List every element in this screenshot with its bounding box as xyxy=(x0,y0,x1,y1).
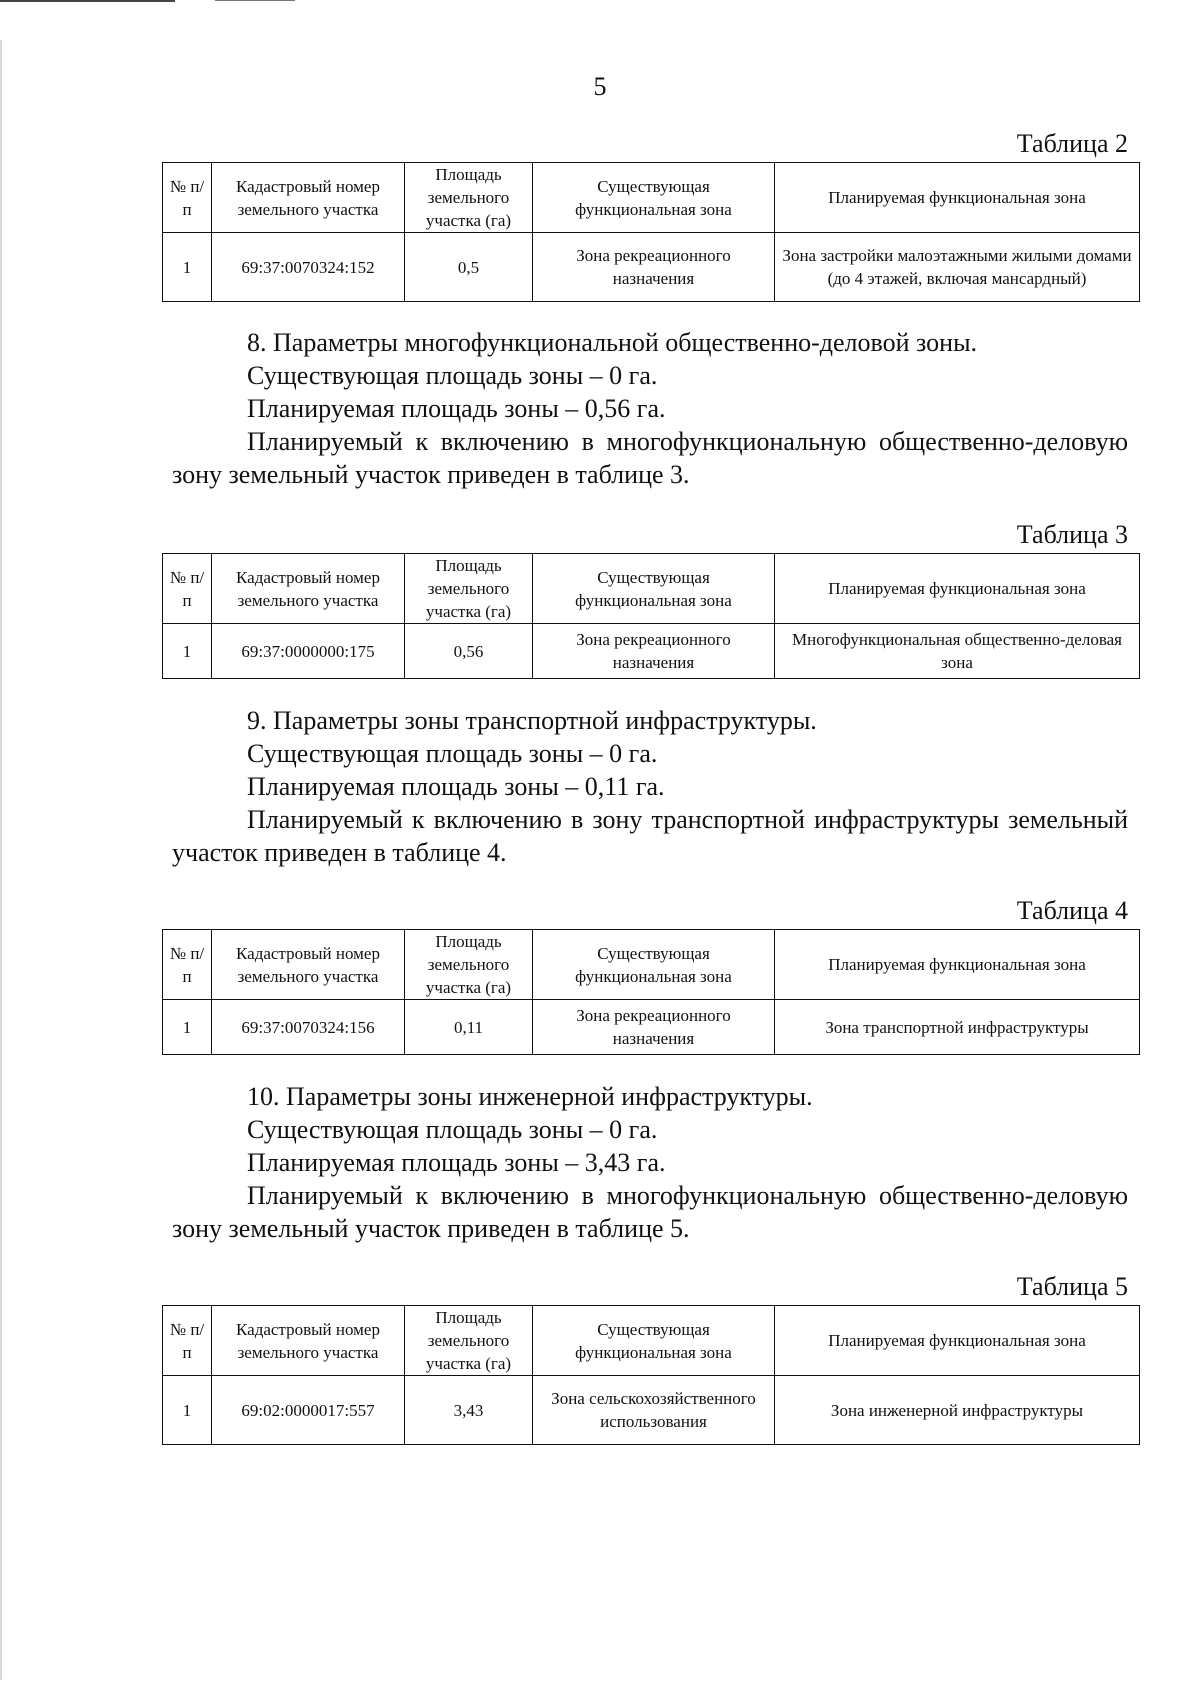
section-10-planned: Планируемая площадь зоны – 3,43 га. xyxy=(247,1148,666,1177)
table-5-caption: Таблица 5 xyxy=(1016,1272,1128,1301)
cell-area: 3,43 xyxy=(405,1376,533,1445)
header-planned-zone: Планируемая функциональная зона xyxy=(775,163,1140,233)
header-num: № п/п xyxy=(163,930,212,1000)
table-header-row xyxy=(163,554,1140,624)
table-4-caption: Таблица 4 xyxy=(1016,896,1128,925)
header-existing-zone: Существующая функциональная зона xyxy=(533,163,775,233)
header-area: Площадь земельного участка (га) xyxy=(405,554,533,624)
cell-planned-zone: Зона инженерной инфраструктуры xyxy=(775,1376,1140,1445)
table-row xyxy=(163,624,1140,679)
cell-area: 0,11 xyxy=(405,1000,533,1055)
cell-existing-zone: Зона рекреационного назначения xyxy=(533,624,775,679)
table-header-row xyxy=(163,930,1140,1000)
header-num: № п/п xyxy=(163,554,212,624)
header-cadastral: Кадастровый номер земельного участка xyxy=(212,1306,405,1376)
cell-area: 0,5 xyxy=(405,233,533,302)
header-planned-zone: Планируемая функциональная зона xyxy=(775,930,1140,1000)
section-9-title: 9. Параметры зоны транспортной инфраструктуры. xyxy=(247,706,817,735)
section-8-text: Планируемый к включению в многофункциональную общественно-деловую зону земельный участок приведен в таблице 3. xyxy=(172,427,1128,489)
cell-num: 1 xyxy=(163,1376,212,1445)
header-area: Площадь земельного участка (га) xyxy=(405,930,533,1000)
cell-cadastral: 69:37:0070324:156 xyxy=(212,1000,405,1055)
section-10-title: 10. Параметры зоны инженерной инфраструктуры. xyxy=(247,1082,813,1111)
cell-existing-zone: Зона сельскохозяйственного использования xyxy=(533,1376,775,1445)
header-existing-zone: Существующая функциональная зона xyxy=(533,554,775,624)
header-existing-zone: Существующая функциональная зона xyxy=(533,1306,775,1376)
cell-cadastral: 69:02:0000017:557 xyxy=(212,1376,405,1445)
header-planned-zone: Планируемая функциональная зона xyxy=(775,1306,1140,1376)
scan-artifact-top-2 xyxy=(215,0,295,1)
header-planned-zone: Планируемая функциональная зона xyxy=(775,554,1140,624)
section-8 xyxy=(172,326,1128,491)
cell-planned-zone: Зона застройки малоэтажными жилыми домами (до 4 этажей, включая мансардный) xyxy=(775,233,1140,302)
cell-cadastral: 69:37:0070324:152 xyxy=(212,233,405,302)
table-4 xyxy=(162,929,1140,1055)
header-area: Площадь земельного участка (га) xyxy=(405,163,533,233)
cell-cadastral: 69:37:0000000:175 xyxy=(212,624,405,679)
table-row xyxy=(163,1376,1140,1445)
scan-artifact-top xyxy=(0,0,175,2)
header-existing-zone: Существующая функциональная зона xyxy=(533,930,775,1000)
header-cadastral: Кадастровый номер земельного участка xyxy=(212,554,405,624)
cell-existing-zone: Зона рекреационного назначения xyxy=(533,233,775,302)
page-number: 5 xyxy=(593,72,607,101)
section-8-planned: Планируемая площадь зоны – 0,56 га. xyxy=(247,394,666,423)
table-2-caption: Таблица 2 xyxy=(1016,129,1128,158)
table-row xyxy=(163,233,1140,302)
table-2 xyxy=(162,162,1140,302)
section-8-title: 8. Параметры многофункциональной общественно-деловой зоны. xyxy=(247,328,978,357)
cell-area: 0,56 xyxy=(405,624,533,679)
section-9-planned: Планируемая площадь зоны – 0,11 га. xyxy=(247,772,665,801)
table-5 xyxy=(162,1305,1140,1445)
cell-num: 1 xyxy=(163,624,212,679)
table-3 xyxy=(162,553,1140,679)
table-3-caption: Таблица 3 xyxy=(1016,520,1128,549)
header-num: № п/п xyxy=(163,1306,212,1376)
cell-planned-zone: Зона транспортной инфраструктуры xyxy=(775,1000,1140,1055)
section-9-text: Планируемый к включению в зону транспортной инфраструктуры земельный участок приведен в таблице 4. xyxy=(172,805,1128,867)
cell-num: 1 xyxy=(163,1000,212,1055)
cell-num: 1 xyxy=(163,233,212,302)
header-cadastral: Кадастровый номер земельного участка xyxy=(212,163,405,233)
section-10 xyxy=(172,1080,1128,1245)
scan-artifact-left-edge xyxy=(0,40,2,1680)
header-cadastral: Кадастровый номер земельного участка xyxy=(212,930,405,1000)
header-area: Площадь земельного участка (га) xyxy=(405,1306,533,1376)
table-header-row xyxy=(163,1306,1140,1376)
section-10-existing: Существующая площадь зоны – 0 га. xyxy=(247,1115,658,1144)
section-8-existing: Существующая площадь зоны – 0 га. xyxy=(247,361,658,390)
table-row xyxy=(163,1000,1140,1055)
section-9 xyxy=(172,704,1128,869)
header-num: № п/п xyxy=(163,163,212,233)
cell-planned-zone: Многофункциональная общественно-деловая зона xyxy=(775,624,1140,679)
section-9-existing: Существующая площадь зоны – 0 га. xyxy=(247,739,658,768)
section-10-text: Планируемый к включению в многофункциональную общественно-деловую зону земельный участок приведен в таблице 5. xyxy=(172,1181,1128,1243)
cell-existing-zone: Зона рекреационного назначения xyxy=(533,1000,775,1055)
table-header-row xyxy=(163,163,1140,233)
